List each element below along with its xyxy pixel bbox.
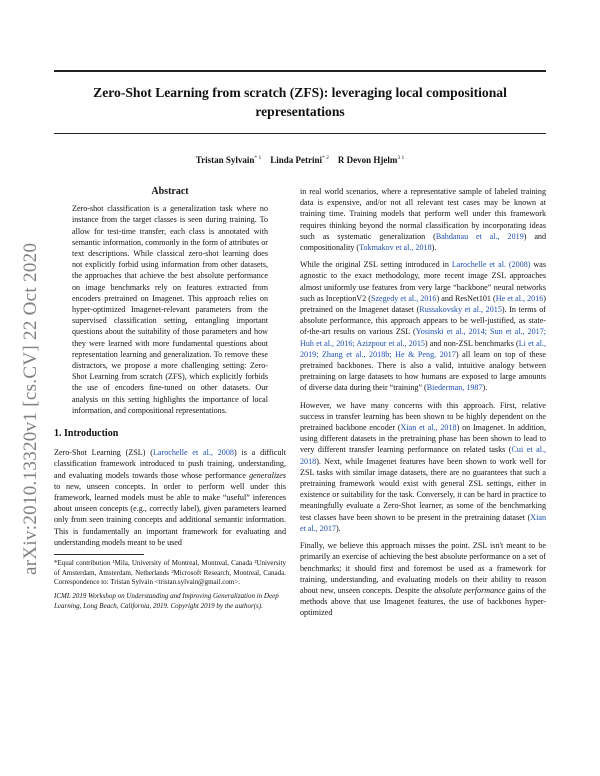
abstract-text: Zero-shot classification is a generalization task where no instance from the target classes is seen during training. To allow for test-time transfer, each class is annotated with semantic information, commonly in the form of attributes or text descriptions. While classical zero-shot learning does not explicitly forbid using information from other datasets, the approaches that achieve the best absolute performance on image benchmarks rely on features extracted from encoders pretrained on Imagenet. This approach relies on hyper-optimized Imagenet-relevant parameters from the supervised classification setting, entangling important questions about the suitability of those parameters and how they were learned with more fundamental questions about representation learning and generalization. To remove these distractors, we propose a more challenging setting: Zero-Shot Learning from scratch (ZFS), which explicitly forbids the use of encoders fine-tuned on other datasets. Our analysis on this setting highlights the importance of local information, and compositional representations. [72, 204, 268, 415]
author-name: Linda Petrini [270, 155, 322, 165]
citation-link[interactable]: Cui et al., 2018 [300, 445, 546, 466]
body-paragraph: Finally, we believe this approach misses the point. ZSL isn't meant to be primarily an exercise of achieving the best absolute performance on a set of benchmarks; it should first and foremost be used as a framework for training, understanding, and evaluating models on their ability to reason about new, unseen concepts. Despite the absolute performance gains of the methods above that use Imagenet features, the use of backbones hyper-optimized [300, 541, 547, 618]
affiliation-footnote: *Equal contribution ¹Mila, University of Montreal, Montreal, Canada ²University of Amsterdam, Amsterdam, Netherlands ³Microsoft Research, Montreal, Canada. Correspondence to: Tristan Sylvain <tristan.sylvain@gmail.com>. [54, 559, 286, 586]
citation-link[interactable]: Bahdanau et al., 2019 [435, 231, 524, 241]
citation-link[interactable]: Biederman, 1987 [426, 383, 483, 393]
title-bottom-rule [54, 133, 546, 134]
body-paragraph: While the original ZSL setting introduced in Larochelle et al. (2008) was agnostic to the exact methodology, more recent image ZSL approaches almost uniformly use features from very large “backbone” neural networks such as InceptionV2 (Szegedy et al., 2016) and ResNet101 (He et al., 2016) pretrained on the Imagenet dataset (Russakovsky et al., 2015). In terms of absolute performance, this approach appears to be well-justified, as state-of-the-art results on various ZSL (Yosinski et al., 2014; Sun et al., 2017; Huh et al., 2016; Azizpour et al., 2015) and non-ZSL benchmarks (Li et al., 2019; Zhang et al., 2018b; He & Peng, 2017) all learn on top of these pretrained backbones. There is also a valid, intuitive analogy between pretraining on large datasets to how humans are exposed to large amounts of diverse data during their “training” (Biederman, 1987). [300, 260, 547, 393]
venue-footnote: ICML 2019 Workshop on Understanding and Improving Generalization in Deep Learning, Long Beach, California, 2019. Copyright 2019 by the author(s). [54, 592, 279, 610]
right-column [300, 186, 546, 625]
body-paragraph: in real world scenarios, where a representative sample of labeled training data is expensive, and/or not all relevant test cases may be known at training time. Training models that perform well under this framework requires thinking beyond the normal classification by incorporating ideas such as systematic generalization (Bahdanau et al., 2019) and compositionality (Tokmakov et al., 2018). [300, 187, 547, 253]
author-affiliation-marks: * 1 [254, 155, 262, 161]
citation-link[interactable]: Russakovsky et al., 2015 [419, 305, 502, 315]
body-paragraph: However, we have many concerns with this approach. First, relative success in transfer learning has been shown to be highly dependent on the pretrained backbone encoder (Xian et al., 2018) on Imagenet. In addition, using different datasets in the pretraining phase has been shown to lead to very different transfer learning performance on related tasks (Cui et al., 2018). Next, while Imagenet features have been shown to work well for ZSL tasks with similar image datasets, there are no guarantees that such a pretraining framework would exist with general ZSL settings, either in existence or suitability for the task. Conversely, it can be hard in practice to meaningfully evaluate a Zero-Shot learner, as some of the benchmarking test classes have been shown to be present in the pretraining dataset (Xian et al., 2017). [300, 400, 546, 533]
citation-link[interactable]: Xian et al., 2017 [300, 512, 546, 533]
title-top-rule [54, 70, 546, 72]
paper-title: Zero-Shot Learning from scratch (ZFS): leveraging local compositional representations [93, 85, 507, 119]
citation-link[interactable]: Szegedy et al., 2016 [370, 293, 437, 303]
citation-link[interactable]: Tokmakov et al., 2018 [359, 243, 432, 253]
author-affiliation-marks: 3 1 [397, 155, 405, 161]
citation-link[interactable]: He et al., 2016 [495, 293, 544, 303]
abstract-heading: Abstract [151, 186, 189, 197]
author-list [54, 155, 546, 165]
footnote-divider [54, 554, 144, 555]
intro-paragraph: Zero-Shot Learning (ZSL) (Larochelle et al., 2008) is a difficult classification framework introduced to push training, understanding, and evaluating models towards those whose performance generalizes to new, unseen concepts. In order to perform well under this framework, learned models must be able to make “useful” inferences about unseen concepts (e.g., correctly label), given parameters learned only from seen training concepts and additional semantic information. This is fundamentally an important framework for evaluating and understanding models meant to be used [54, 448, 286, 547]
introduction-heading: 1. Introduction [54, 428, 119, 440]
author-affiliation-marks: * 2 [322, 155, 329, 161]
citation-link[interactable]: Yosinski et al., 2014; Sun et al., 2017; Huh et al., 2016; Azizpour et al., 2015 [300, 327, 546, 348]
citation-link[interactable]: Li et al., 2019; Zhang et al., 2018b; He & Peng, 2017 [300, 338, 547, 359]
left-column [54, 186, 286, 611]
citation-link[interactable]: Larochelle et al., 2008 [152, 448, 234, 458]
citation-link[interactable]: Larochelle et al. (2008) [451, 260, 531, 270]
citation-link[interactable]: Xian et al., 2018 [400, 423, 457, 433]
arxiv-identifier-stamp: arXiv:2010.13320v1 [cs.CV] 22 Oct 2020 [20, 242, 41, 575]
author-name: R Devon Hjelm [337, 155, 398, 165]
author-name: Tristan Sylvain [195, 155, 255, 165]
